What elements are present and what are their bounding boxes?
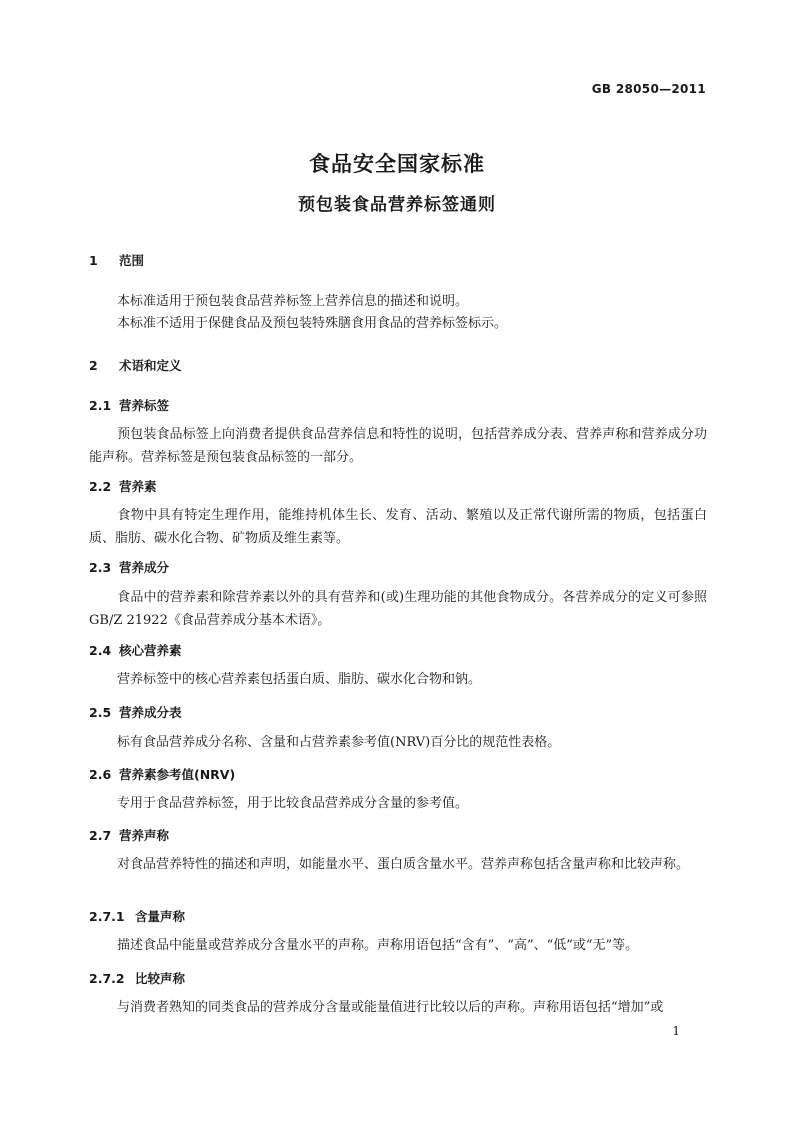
section-2-4-text: 营养标签中的核心营养素包括蛋白质、脂肪、碳水化合物和钠。 <box>117 672 482 687</box>
section-number: 2.2 <box>89 479 112 494</box>
section-2-1-text: 预包装食品标签上向消费者提供食品营养信息和特性的说明，包括营养成分表、营养声称和营养成分功能声称。营养标签是预包装食品标签的一部分。 <box>89 427 707 465</box>
section-title: 营养声称 <box>119 828 170 843</box>
section-2-6-text: 专用于食品营养标签，用于比较食品营养成分含量的参考值。 <box>117 796 469 811</box>
section-title: 营养素 <box>119 479 157 494</box>
section-number: 1 <box>89 253 98 268</box>
section-number: 2.1 <box>89 398 112 413</box>
section-2-7-1-text: 描述食品中能量或营养成分含量水平的声称。声称用语包括“含有”、“高”、“低”或“无”等。 <box>117 938 639 953</box>
section-title: 比较声称 <box>135 971 186 986</box>
page-number: 1 <box>672 1024 680 1038</box>
section-2-5-text: 标有食品营养成分名称、含量和占营养素参考值(NRV)百分比的规范性表格。 <box>117 735 561 750</box>
section-heading-2 <box>89 356 182 374</box>
section-title: 核心营养素 <box>119 643 182 658</box>
section-heading-2-7 <box>89 826 169 844</box>
section-title: 营养成分表 <box>119 705 182 720</box>
section-2-3-text: 食品中的营养素和除营养素以外的具有营养和(或)生理功能的其他食物成分。各营养成分的定义可参照GB/Z 21922《食品营养成分基本术语》。 <box>89 590 707 628</box>
section-2-2-text: 食物中具有特定生理作用，能维持机体生长、发育、活动、繁殖以及正常代谢所需的物质，包括蛋白质、脂肪、碳水化合物、矿物质及维生素等。 <box>89 508 707 546</box>
document-subtitle: 预包装食品营养标签通则 <box>298 195 496 215</box>
section-heading-2-1 <box>89 396 169 414</box>
section-title: 营养标签 <box>119 398 170 413</box>
standard-code: GB 28050—2011 <box>591 82 706 96</box>
section-title: 含量声称 <box>135 909 186 924</box>
section-1-paragraph-1: 本标准适用于预包装食品营养标签上营养信息的描述和说明。 <box>117 294 469 309</box>
section-heading-2-5 <box>89 703 182 721</box>
document-title: 食品安全国家标准 <box>309 152 485 176</box>
section-heading-2-4 <box>89 641 182 659</box>
section-1-paragraph-2: 本标准不适用于保健食品及预包装特殊膳食用食品的营养标签标示。 <box>117 316 508 331</box>
section-title: 营养成分 <box>119 560 170 575</box>
section-number: 2 <box>89 358 98 373</box>
section-title: 术语和定义 <box>119 358 182 373</box>
section-2-7-text: 对食品营养特性的描述和声明，如能量水平、蛋白质含量水平。营养声称包括含量声称和比较声称。 <box>117 857 690 872</box>
section-number: 2.6 <box>89 767 112 782</box>
section-number: 2.7.2 <box>89 971 125 986</box>
section-title: 营养素参考值(NRV) <box>119 767 236 782</box>
section-heading-2-3 <box>89 558 169 576</box>
section-number: 2.7.1 <box>89 909 125 924</box>
section-heading-1 <box>89 251 144 269</box>
section-heading-2-6 <box>89 765 235 783</box>
section-heading-2-7-1 <box>89 907 185 925</box>
section-number: 2.3 <box>89 560 112 575</box>
section-heading-2-2 <box>89 477 157 495</box>
section-number: 2.4 <box>89 643 112 658</box>
section-title: 范围 <box>119 253 145 268</box>
section-number: 2.7 <box>89 828 112 843</box>
section-number: 2.5 <box>89 705 112 720</box>
section-2-7-2-text: 与消费者熟知的同类食品的营养成分含量或能量值进行比较以后的声称。声称用语包括“增加”或 <box>117 1000 664 1015</box>
section-heading-2-7-2 <box>89 969 185 987</box>
